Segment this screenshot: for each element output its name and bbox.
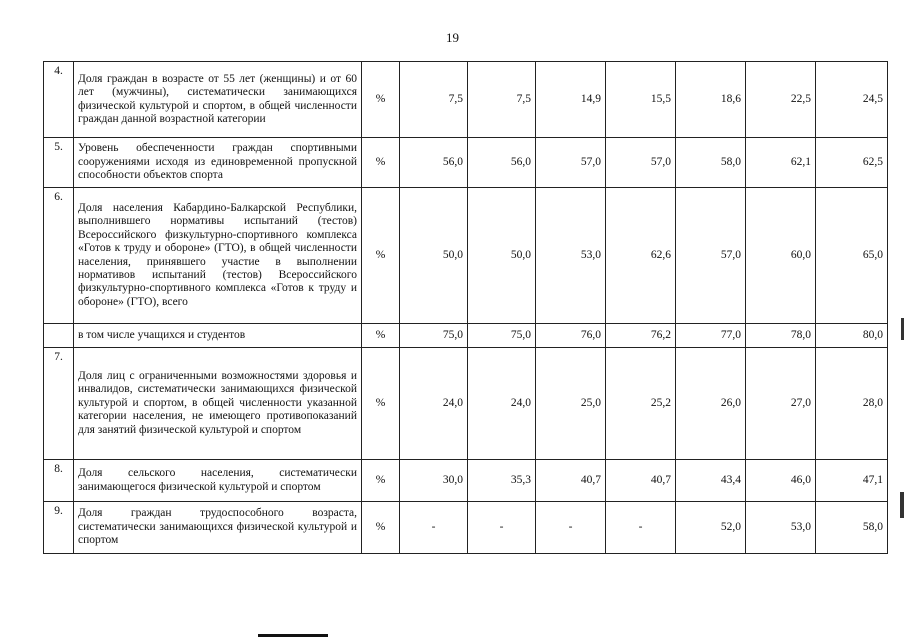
table-row — [44, 138, 888, 188]
value-cell: 24,0 — [468, 348, 536, 460]
indicators-table — [43, 61, 888, 554]
value-cell: 24,0 — [400, 348, 468, 460]
indicator-name: Доля граждан в возрасте от 55 лет (женщины) и от 60 лет (мужчины), систематически занимающихся физической культурой и спортом, в общей численности граждан данной возрастной категории — [74, 62, 362, 138]
value-cell: - — [606, 502, 676, 554]
indicator-name: Доля граждан трудоспособного возраста, систематически занимающихся физической культурой и спортом — [74, 502, 362, 554]
unit-cell: % — [362, 348, 400, 460]
unit-cell: % — [362, 188, 400, 324]
table-row — [44, 62, 888, 138]
indicator-name: Доля сельского населения, систематически занимающегося физической культурой и спортом — [74, 460, 362, 502]
value-cell: 53,0 — [746, 502, 816, 554]
value-cell: 30,0 — [400, 460, 468, 502]
value-cell: 47,1 — [816, 460, 888, 502]
indicator-name: Доля лиц с ограниченными возможностями здоровья и инвалидов, систематически занимающихся физической культурой и спортом, в общей численности указанной категории населения, не имеющего противопоказаний для занятий физической культурой и спортом — [74, 348, 362, 460]
value-cell: 14,9 — [536, 62, 606, 138]
value-cell: 40,7 — [606, 460, 676, 502]
value-cell: 22,5 — [746, 62, 816, 138]
value-cell: 24,5 — [816, 62, 888, 138]
value-cell: 62,5 — [816, 138, 888, 188]
unit-cell: % — [362, 460, 400, 502]
value-cell: 28,0 — [816, 348, 888, 460]
row-number: 5. — [44, 138, 74, 188]
value-cell: - — [536, 502, 606, 554]
table-body — [44, 62, 888, 554]
value-cell: 7,5 — [400, 62, 468, 138]
row-number: 4. — [44, 62, 74, 138]
value-cell: - — [400, 502, 468, 554]
indicator-name: в том числе учащихся и студентов — [74, 324, 362, 348]
value-cell: 56,0 — [400, 138, 468, 188]
value-cell: 15,5 — [606, 62, 676, 138]
page-number: 19 — [446, 30, 459, 45]
value-cell: 52,0 — [676, 502, 746, 554]
value-cell: 57,0 — [606, 138, 676, 188]
value-cell: 75,0 — [400, 324, 468, 348]
row-number: 6. — [44, 188, 74, 324]
value-cell: 25,2 — [606, 348, 676, 460]
value-cell: 50,0 — [468, 188, 536, 324]
value-cell: 7,5 — [468, 62, 536, 138]
value-cell: 80,0 — [816, 324, 888, 348]
value-cell: 60,0 — [746, 188, 816, 324]
row-number — [44, 324, 74, 348]
unit-cell: % — [362, 138, 400, 188]
value-cell: 40,7 — [536, 460, 606, 502]
value-cell: 46,0 — [746, 460, 816, 502]
value-cell: 25,0 — [536, 348, 606, 460]
value-cell: 75,0 — [468, 324, 536, 348]
unit-cell: % — [362, 62, 400, 138]
value-cell: 43,4 — [676, 460, 746, 502]
value-cell: 56,0 — [468, 138, 536, 188]
table-row — [44, 324, 888, 348]
unit-cell: % — [362, 324, 400, 348]
row-number: 8. — [44, 460, 74, 502]
row-number: 7. — [44, 348, 74, 460]
value-cell: 18,6 — [676, 62, 746, 138]
table-row — [44, 502, 888, 554]
value-cell: 76,0 — [536, 324, 606, 348]
value-cell: 57,0 — [536, 138, 606, 188]
indicator-name: Доля населения Кабардино-Балкарской Республики, выполнившего нормативы испытаний (тестов) Всероссийского физкультурно-спортивного комплекса «Готов к труду и обороне» (ГТО), в общей численности населения, принявшего участие в выполнении нормативов испытаний (тестов) Всероссийского физкультурно-спортивного комплекса «Готов к труду и обороне» (ГТО), всего — [74, 188, 362, 324]
unit-cell: % — [362, 502, 400, 554]
value-cell: 35,3 — [468, 460, 536, 502]
value-cell: 78,0 — [746, 324, 816, 348]
value-cell: 62,6 — [606, 188, 676, 324]
value-cell: 62,1 — [746, 138, 816, 188]
table-row — [44, 348, 888, 460]
row-number: 9. — [44, 502, 74, 554]
value-cell: 53,0 — [536, 188, 606, 324]
value-cell: 57,0 — [676, 188, 746, 324]
margin-mark-lower — [900, 492, 904, 518]
value-cell: - — [468, 502, 536, 554]
value-cell: 27,0 — [746, 348, 816, 460]
margin-mark-upper — [901, 318, 904, 340]
value-cell: 50,0 — [400, 188, 468, 324]
value-cell: 77,0 — [676, 324, 746, 348]
table-row — [44, 460, 888, 502]
indicator-name: Уровень обеспеченности граждан спортивными сооружениями исходя из единовременной пропускной способности объектов спорта — [74, 138, 362, 188]
value-cell: 76,2 — [606, 324, 676, 348]
value-cell: 58,0 — [676, 138, 746, 188]
value-cell: 26,0 — [676, 348, 746, 460]
footer-rule — [258, 634, 328, 637]
value-cell: 65,0 — [816, 188, 888, 324]
table-row — [44, 188, 888, 324]
value-cell: 58,0 — [816, 502, 888, 554]
